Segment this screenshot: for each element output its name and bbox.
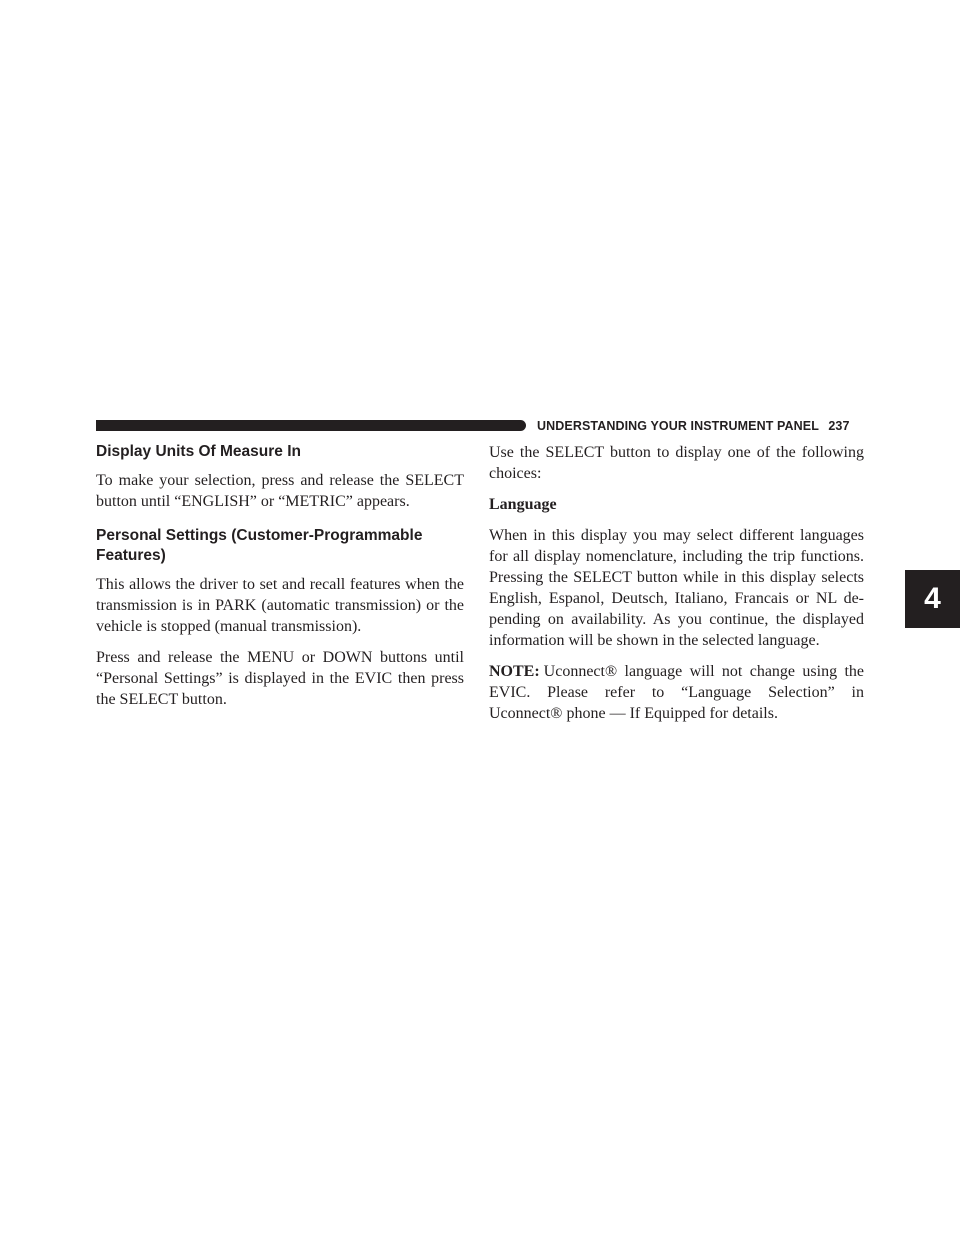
- right-column: [489, 442, 864, 734]
- note-label: NOTE:: [489, 663, 540, 680]
- note-text: Uconnect® language will not change using the EVIC. Please refer to “Language Selection” in Uconnect® phone — If Equipped for details.: [489, 663, 864, 722]
- left-column: [96, 442, 464, 720]
- chapter-tab: 4: [905, 570, 960, 628]
- paragraph-language: When in this display you may select different languages for all display nomenclature, including the trip functions. Pressing the SELECT button while in this display selects English, Espanol, Deutsch, Italiano, Francais or NL de-pending on availability. As you continue, the displayed information will be shown in the selected language.: [489, 527, 864, 649]
- paragraph-menu-instructions: Press and release the MENU or DOWN buttons until “Personal Settings” is displayed in the EVIC then press the SELECT button.: [96, 649, 464, 708]
- heading-personal-settings: Personal Settings (Customer-Programmable Features): [96, 527, 423, 564]
- running-head: [537, 419, 850, 433]
- note-paragraph: [489, 661, 864, 724]
- paragraph-units-selection: To make your selection, press and release the SELECT button until “ENGLISH” or “METRIC” appears.: [96, 472, 464, 510]
- section-title: UNDERSTANDING YOUR INSTRUMENT PANEL: [537, 419, 819, 433]
- paragraph-select-choices: Use the SELECT button to display one of the following choices:: [489, 444, 864, 482]
- subheading-language: Language: [489, 496, 557, 513]
- heading-display-units: Display Units Of Measure In: [96, 443, 301, 460]
- paragraph-personal-settings: This allows the driver to set and recall features when the transmission is in PARK (automatic transmission) or the vehicle is stopped (manual transmission).: [96, 576, 464, 635]
- header-rule: [96, 420, 526, 431]
- page-number: 237: [828, 419, 850, 433]
